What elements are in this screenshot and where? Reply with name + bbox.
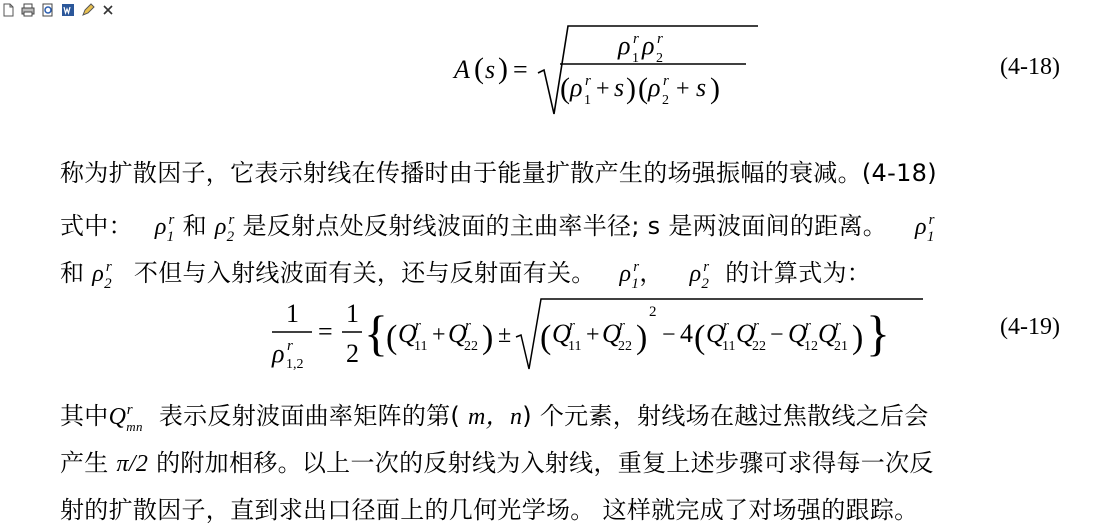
- text-span: 不但与入射线波面有关，还与反射面有关。: [133, 259, 596, 287]
- svg-text:r: r: [465, 318, 471, 334]
- svg-text:4: 4: [680, 319, 693, 348]
- svg-text:2: 2: [346, 339, 359, 368]
- equation-4-18: [440, 18, 760, 118]
- equation-number: (4-19): [1000, 314, 1060, 340]
- svg-text:Q: Q: [448, 319, 467, 348]
- new-document-icon[interactable]: [0, 2, 16, 18]
- svg-text:): ): [626, 72, 636, 105]
- svg-text:(: (: [540, 319, 552, 356]
- svg-text:Q: Q: [736, 319, 755, 348]
- svg-text:(: (: [694, 319, 706, 356]
- rho2-symbol: $\rho_2^r$: [214, 212, 235, 245]
- svg-text:1: 1: [286, 299, 299, 328]
- svg-text:+: +: [676, 76, 690, 102]
- svg-text:21: 21: [834, 339, 848, 354]
- pi-half: π/2: [116, 451, 149, 477]
- svg-text:(: (: [638, 72, 648, 105]
- text-span: 其中: [60, 402, 109, 430]
- svg-text:−: −: [770, 322, 784, 348]
- svg-text:r: r: [835, 318, 841, 334]
- svg-text:1: 1: [346, 299, 359, 328]
- svg-text:22: 22: [752, 339, 766, 354]
- svg-text:r: r: [805, 318, 811, 334]
- close-icon[interactable]: [100, 2, 116, 18]
- svg-text:s: s: [485, 55, 496, 84]
- text-span: 和: [182, 212, 207, 240]
- rho2-symbol: $\rho_2^r$: [92, 259, 113, 292]
- svg-text:r: r: [287, 338, 293, 354]
- svg-text:Q: Q: [788, 319, 807, 348]
- svg-text:): ): [482, 319, 494, 356]
- svg-text:+: +: [586, 322, 600, 348]
- svg-text:11: 11: [414, 339, 428, 354]
- svg-text:12: 12: [804, 339, 818, 354]
- text-span: 和: [60, 259, 85, 287]
- svg-text:r: r: [619, 318, 625, 334]
- svg-text:): ): [710, 72, 720, 105]
- svg-text:ρ: ρ: [618, 31, 631, 60]
- svg-text:ρ: ρ: [570, 73, 583, 102]
- svg-text:s: s: [696, 73, 707, 102]
- text-span: 式中：: [60, 212, 133, 240]
- svg-text:2: 2: [662, 93, 669, 108]
- svg-text:1: 1: [584, 93, 591, 108]
- toolbar: [0, 0, 1105, 20]
- svg-text:r: r: [569, 318, 575, 334]
- text-span: 称为扩散因子，它表示射线在传播时由于能量扩散产生的场强振幅的衰减。(4-18): [60, 159, 937, 187]
- svg-text:2: 2: [649, 304, 657, 320]
- svg-text:Q: Q: [706, 319, 725, 348]
- q-mn-symbol: $Q_{mn}^r$: [108, 402, 143, 434]
- text-span: 是反射点处反射线波面的主曲率半径; s 是两波面间的距离。: [242, 212, 888, 240]
- svg-text:−: −: [662, 322, 676, 348]
- svg-text:r: r: [723, 318, 729, 334]
- svg-text:{: {: [364, 305, 388, 361]
- text-line: [60, 490, 918, 525]
- svg-text:+: +: [432, 322, 446, 348]
- svg-text:22: 22: [464, 339, 478, 354]
- print-icon[interactable]: [20, 2, 36, 18]
- text-line: [60, 206, 935, 245]
- equation-4-19: [262, 292, 942, 374]
- svg-text:Q: Q: [818, 319, 837, 348]
- svg-text:=: =: [318, 317, 333, 346]
- text-span: 产生: [60, 449, 109, 477]
- text-span: ，: [639, 259, 664, 287]
- equation-number: (4-18): [1000, 54, 1060, 80]
- svg-text:ρ: ρ: [272, 339, 285, 368]
- svg-text:±: ±: [498, 322, 512, 348]
- svg-text:): ): [498, 52, 508, 85]
- print-preview-icon[interactable]: [40, 2, 56, 18]
- svg-text:}: }: [866, 305, 890, 361]
- svg-text:(: (: [560, 72, 570, 105]
- text-span: 表示反射波面曲率矩阵的第(: [158, 402, 461, 430]
- text-span: 射的扩散因子，直到求出口径面上的几何光学场。 这样就完成了对场强的跟踪。: [60, 496, 919, 524]
- svg-text:Q: Q: [602, 319, 621, 348]
- svg-text:A: A: [454, 55, 470, 84]
- svg-text:22: 22: [618, 339, 632, 354]
- rho1-symbol: $\rho_1^r$: [915, 212, 935, 245]
- svg-text:r: r: [415, 318, 421, 334]
- svg-text:ρ: ρ: [648, 73, 661, 102]
- text-span: 的附加相移。以上一次的反射线为入射线，重复上述步骤可求得每一次反: [156, 449, 934, 477]
- svg-text:r: r: [633, 31, 639, 47]
- text-line: [60, 253, 872, 292]
- text-span: ) 个元素，射线场在越过焦散线之后会: [522, 402, 929, 430]
- svg-text:Q: Q: [398, 319, 417, 348]
- svg-text:r: r: [663, 73, 669, 89]
- rho1-symbol: $\rho_1^r$: [154, 212, 175, 245]
- text-span: 的计算式为：: [725, 259, 872, 287]
- svg-text:=: =: [513, 55, 528, 84]
- svg-text:ρ: ρ: [642, 31, 655, 60]
- rho1-symbol: $\rho_1^r$: [619, 259, 640, 292]
- svg-text:r: r: [585, 73, 591, 89]
- svg-text:+: +: [596, 76, 610, 102]
- text-line: [60, 443, 934, 478]
- svg-text:11: 11: [722, 339, 736, 354]
- word-icon[interactable]: [60, 2, 76, 18]
- svg-text:r: r: [657, 31, 663, 47]
- edit-icon[interactable]: [80, 2, 96, 18]
- mn-index: m，n: [468, 404, 523, 430]
- svg-text:1,2: 1,2: [286, 357, 304, 372]
- svg-text:1: 1: [632, 51, 639, 66]
- svg-text:Q: Q: [552, 319, 571, 348]
- svg-text:2: 2: [656, 51, 663, 66]
- svg-text:s: s: [614, 73, 625, 102]
- svg-text:): ): [852, 319, 864, 356]
- svg-text:): ): [636, 319, 648, 356]
- text-line: [60, 153, 937, 188]
- svg-text:r: r: [753, 318, 759, 334]
- svg-text:(: (: [474, 52, 484, 85]
- text-line: [60, 396, 929, 434]
- rho2-symbol: $\rho_2^r$: [689, 259, 710, 292]
- svg-text:11: 11: [568, 339, 582, 354]
- svg-text:(: (: [386, 319, 398, 356]
